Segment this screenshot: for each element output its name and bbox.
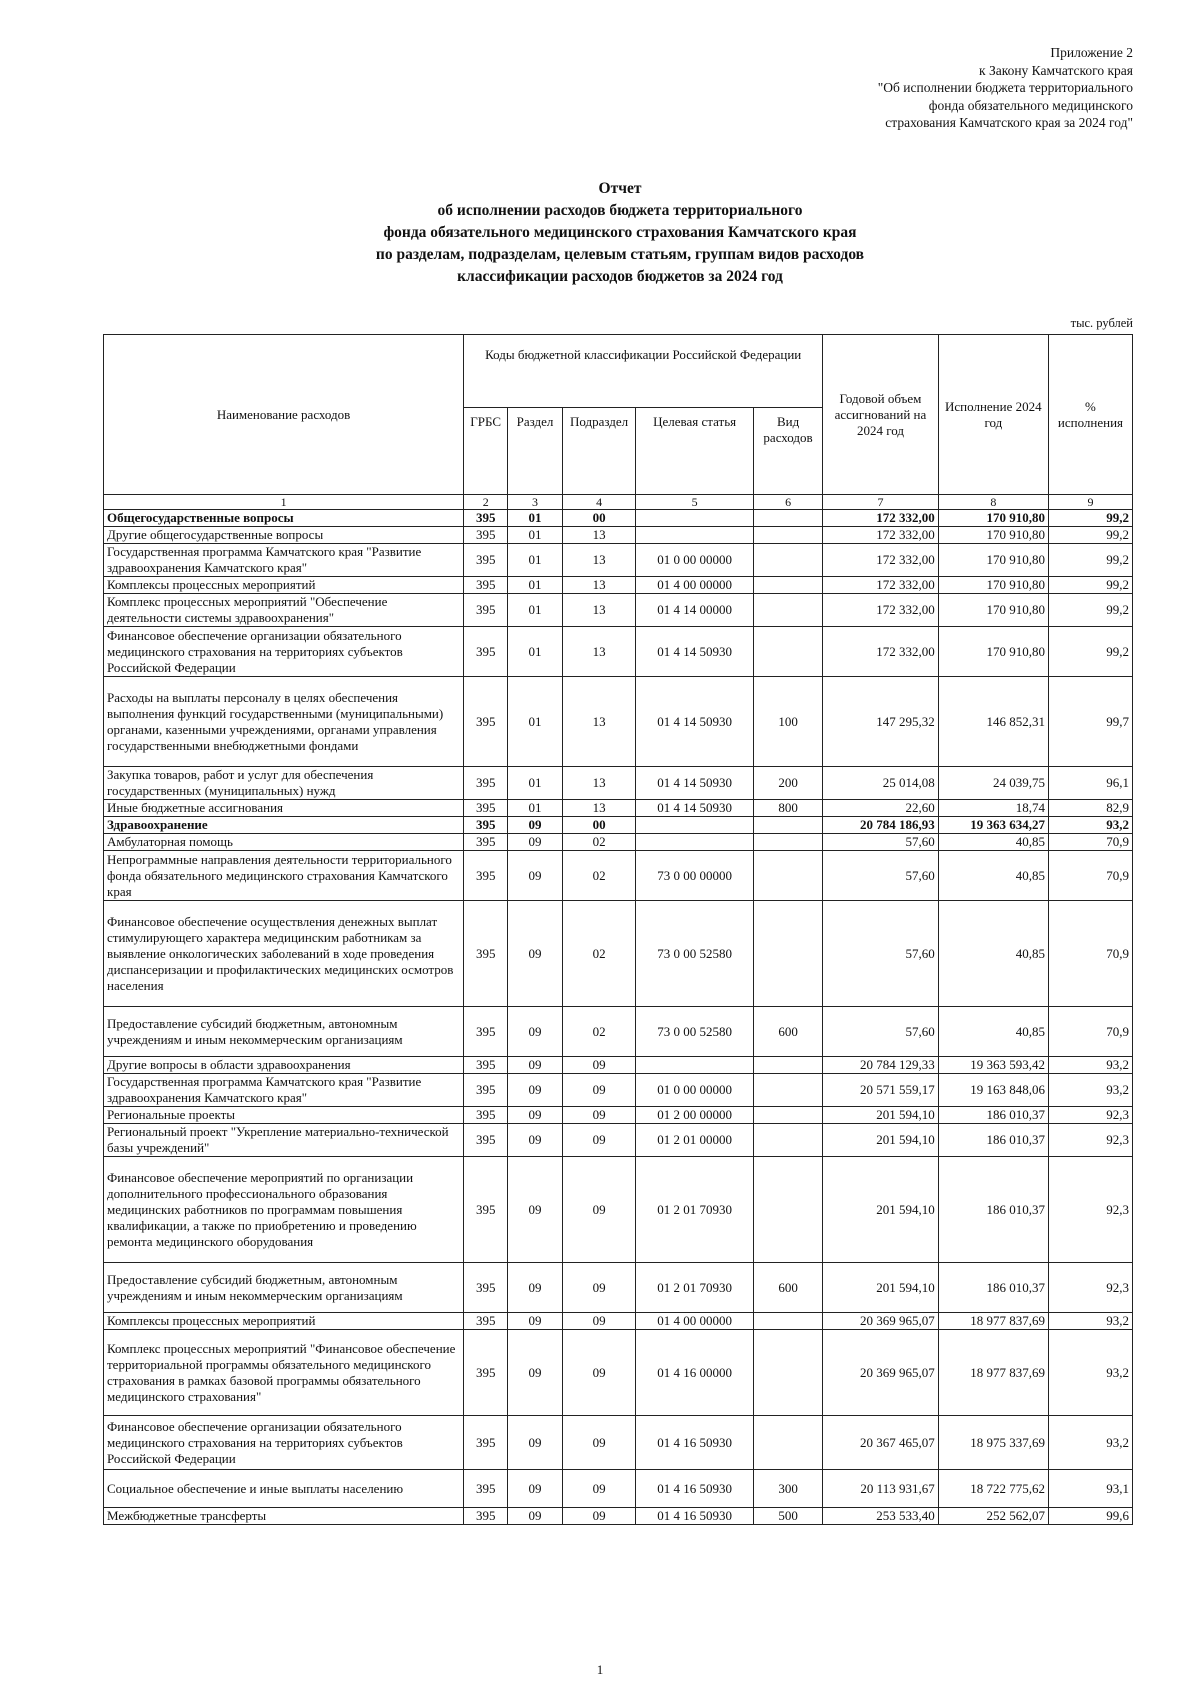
row-fact: 40,85 (938, 901, 1048, 1007)
row-fact: 40,85 (938, 851, 1048, 901)
row-podrazdel: 00 (562, 510, 635, 527)
row-razdel: 01 (508, 577, 563, 594)
row-fact: 18 722 775,62 (938, 1470, 1048, 1508)
row-vid (753, 1107, 822, 1124)
row-fact: 170 910,80 (938, 544, 1048, 577)
row-vid (753, 851, 822, 901)
row-razdel: 09 (508, 834, 563, 851)
row-plan: 20 571 559,17 (823, 1074, 938, 1107)
column-number: 6 (753, 495, 822, 510)
row-name: Финансовое обеспечение организации обязательного медицинского страхования на территориях субъектов Российской Федерации (104, 627, 464, 677)
row-fact: 170 910,80 (938, 510, 1048, 527)
row-vid (753, 1124, 822, 1157)
table-row (104, 1157, 1133, 1263)
row-plan: 20 113 931,67 (823, 1470, 938, 1508)
header-razdel: Раздел (508, 408, 563, 495)
column-number: 3 (508, 495, 563, 510)
row-target: 01 4 14 00000 (636, 594, 754, 627)
row-grbs: 395 (464, 817, 508, 834)
header-podrazdel: Подраздел (562, 408, 635, 495)
row-name: Финансовое обеспечение осуществления денежных выплат стимулирующего характера медицинским работникам за выявление онкологических заболеваний в ходе проведения диспансеризации и профилактических медицинских осмотров населения (104, 901, 464, 1007)
row-grbs: 395 (464, 1107, 508, 1124)
row-razdel: 01 (508, 800, 563, 817)
row-plan: 20 367 465,07 (823, 1416, 938, 1470)
row-podrazdel: 13 (562, 577, 635, 594)
row-razdel: 09 (508, 1470, 563, 1508)
table-row (104, 1470, 1133, 1508)
row-pct: 93,2 (1048, 1313, 1132, 1330)
page-number: 1 (596, 1662, 604, 1677)
row-name: Непрограммные направления деятельности территориального фонда обязательного медицинского страхования Камчатского края (104, 851, 464, 901)
row-grbs: 395 (464, 851, 508, 901)
row-grbs: 395 (464, 800, 508, 817)
row-podrazdel: 09 (562, 1124, 635, 1157)
header-vid: Вид расходов (753, 408, 822, 495)
row-target: 01 2 01 70930 (636, 1263, 754, 1313)
table-row (104, 527, 1133, 544)
row-grbs: 395 (464, 527, 508, 544)
row-vid (753, 1057, 822, 1074)
table-row (104, 901, 1133, 1007)
row-pct: 99,2 (1048, 527, 1132, 544)
row-name: Иные бюджетные ассигнования (104, 800, 464, 817)
row-name: Расходы на выплаты персоналу в целях обеспечения выполнения функций государственными (муниципальными) органами, казенными учреждениями, органами управления государственными внебюджетными фондами (104, 677, 464, 767)
table-row (104, 1313, 1133, 1330)
row-podrazdel: 13 (562, 800, 635, 817)
row-podrazdel: 02 (562, 851, 635, 901)
row-podrazdel: 02 (562, 901, 635, 1007)
row-pct: 93,2 (1048, 1416, 1132, 1470)
row-razdel: 09 (508, 851, 563, 901)
row-pct: 99,2 (1048, 627, 1132, 677)
row-pct: 93,2 (1048, 817, 1132, 834)
row-plan: 172 332,00 (823, 594, 938, 627)
row-name: Другие общегосударственные вопросы (104, 527, 464, 544)
row-podrazdel: 09 (562, 1074, 635, 1107)
row-fact: 18 977 837,69 (938, 1330, 1048, 1416)
row-name: Комплекс процессных мероприятий "Обеспечение деятельности системы здравоохранения" (104, 594, 464, 627)
row-plan: 57,60 (823, 901, 938, 1007)
row-plan: 172 332,00 (823, 577, 938, 594)
row-fact: 186 010,37 (938, 1107, 1048, 1124)
header-name: Наименование расходов (104, 335, 464, 495)
table-row (104, 1416, 1133, 1470)
header-pct: % исполнения (1048, 335, 1132, 495)
row-fact: 170 910,80 (938, 577, 1048, 594)
row-plan: 201 594,10 (823, 1263, 938, 1313)
row-podrazdel: 13 (562, 527, 635, 544)
row-razdel: 09 (508, 1057, 563, 1074)
table-row (104, 1107, 1133, 1124)
row-target (636, 510, 754, 527)
row-target: 01 4 14 50930 (636, 767, 754, 800)
row-plan: 172 332,00 (823, 544, 938, 577)
row-pct: 99,7 (1048, 677, 1132, 767)
column-number-row (104, 495, 1133, 510)
row-razdel: 09 (508, 1508, 563, 1525)
row-vid (753, 577, 822, 594)
row-razdel: 09 (508, 1107, 563, 1124)
row-fact: 18,74 (938, 800, 1048, 817)
row-fact: 186 010,37 (938, 1263, 1048, 1313)
row-podrazdel: 09 (562, 1330, 635, 1416)
row-plan: 201 594,10 (823, 1124, 938, 1157)
row-fact: 40,85 (938, 1007, 1048, 1057)
row-razdel: 09 (508, 1416, 563, 1470)
header-codes: Коды бюджетной классификации Российской Федерации (464, 335, 823, 408)
row-razdel: 09 (508, 1157, 563, 1263)
row-target (636, 1057, 754, 1074)
row-grbs: 395 (464, 1057, 508, 1074)
row-pct: 93,2 (1048, 1330, 1132, 1416)
table-row (104, 1508, 1133, 1525)
row-name: Финансовое обеспечение организации обязательного медицинского страхования на территориях субъектов Российской Федерации (104, 1416, 464, 1470)
row-target: 01 4 14 50930 (636, 627, 754, 677)
row-pct: 70,9 (1048, 1007, 1132, 1057)
row-grbs: 395 (464, 1007, 508, 1057)
row-podrazdel: 09 (562, 1508, 635, 1525)
row-razdel: 01 (508, 527, 563, 544)
row-name: Комплексы процессных мероприятий (104, 1313, 464, 1330)
row-pct: 70,9 (1048, 851, 1132, 901)
row-name: Предоставление субсидий бюджетным, автономным учреждениям и иным некоммерческим организациям (104, 1007, 464, 1057)
row-fact: 24 039,75 (938, 767, 1048, 800)
row-razdel: 09 (508, 1124, 563, 1157)
row-plan: 20 369 965,07 (823, 1313, 938, 1330)
row-vid (753, 1416, 822, 1470)
row-name: Региональные проекты (104, 1107, 464, 1124)
row-fact: 186 010,37 (938, 1157, 1048, 1263)
row-name: Другие вопросы в области здравоохранения (104, 1057, 464, 1074)
row-vid: 100 (753, 677, 822, 767)
row-pct: 93,1 (1048, 1470, 1132, 1508)
row-pct: 99,2 (1048, 594, 1132, 627)
row-vid (753, 1074, 822, 1107)
row-fact: 146 852,31 (938, 677, 1048, 767)
row-fact: 19 163 848,06 (938, 1074, 1048, 1107)
row-podrazdel: 13 (562, 767, 635, 800)
row-vid (753, 1313, 822, 1330)
row-vid: 600 (753, 1263, 822, 1313)
row-pct: 93,2 (1048, 1057, 1132, 1074)
row-pct: 99,2 (1048, 510, 1132, 527)
column-number: 8 (938, 495, 1048, 510)
table-row (104, 817, 1133, 834)
row-target (636, 527, 754, 544)
appendix-line: Приложение 2 (1050, 45, 1133, 60)
row-plan: 57,60 (823, 834, 938, 851)
row-name: Предоставление субсидий бюджетным, автономным учреждениям и иным некоммерческим организациям (104, 1263, 464, 1313)
row-grbs: 395 (464, 767, 508, 800)
row-plan: 201 594,10 (823, 1107, 938, 1124)
row-name: Государственная программа Камчатского края "Развитие здравоохранения Камчатского края" (104, 544, 464, 577)
row-podrazdel: 09 (562, 1470, 635, 1508)
appendix-line: к Закону Камчатского края (979, 62, 1133, 78)
appendix-line: страхования Камчатского края за 2024 год" (885, 115, 1133, 130)
column-number: 5 (636, 495, 754, 510)
title-line: об исполнении расходов бюджета территориального (437, 202, 803, 219)
row-plan: 57,60 (823, 851, 938, 901)
row-podrazdel: 13 (562, 627, 635, 677)
row-target: 01 0 00 00000 (636, 544, 754, 577)
table-row (104, 767, 1133, 800)
row-razdel: 09 (508, 1074, 563, 1107)
title-line: Отчет (598, 180, 642, 197)
row-fact: 252 562,07 (938, 1508, 1048, 1525)
row-vid: 600 (753, 1007, 822, 1057)
row-vid (753, 594, 822, 627)
row-name: Общегосударственные вопросы (104, 510, 464, 527)
table-row (104, 1057, 1133, 1074)
row-grbs: 395 (464, 627, 508, 677)
row-grbs: 395 (464, 1074, 508, 1107)
row-razdel: 01 (508, 627, 563, 677)
row-plan: 20 369 965,07 (823, 1330, 938, 1416)
table-row (104, 1263, 1133, 1313)
row-plan: 25 014,08 (823, 767, 938, 800)
row-pct: 93,2 (1048, 1074, 1132, 1107)
row-razdel: 01 (508, 767, 563, 800)
row-fact: 19 363 593,42 (938, 1057, 1048, 1074)
row-grbs: 395 (464, 544, 508, 577)
row-pct: 96,1 (1048, 767, 1132, 800)
row-vid (753, 1330, 822, 1416)
row-grbs: 395 (464, 1263, 508, 1313)
row-target: 01 4 16 50930 (636, 1508, 754, 1525)
row-podrazdel: 02 (562, 834, 635, 851)
row-target: 01 4 14 50930 (636, 677, 754, 767)
row-plan: 172 332,00 (823, 510, 938, 527)
row-podrazdel: 09 (562, 1313, 635, 1330)
row-target: 01 2 00 00000 (636, 1107, 754, 1124)
row-name: Государственная программа Камчатского края "Развитие здравоохранения Камчатского края" (104, 1074, 464, 1107)
table-row (104, 1330, 1133, 1416)
row-fact: 170 910,80 (938, 527, 1048, 544)
row-target: 73 0 00 52580 (636, 901, 754, 1007)
row-grbs: 395 (464, 1157, 508, 1263)
appendix-header (713, 44, 1133, 132)
table-row (104, 1007, 1133, 1057)
title-line: классификации расходов бюджетов за 2024 год (457, 268, 783, 285)
table-row (104, 1124, 1133, 1157)
row-plan: 20 784 129,33 (823, 1057, 938, 1074)
row-plan: 201 594,10 (823, 1157, 938, 1263)
title-line: фонда обязательного медицинского страхования Камчатского края (383, 224, 857, 241)
appendix-line: "Об исполнении бюджета территориального (877, 80, 1133, 95)
units-label: тыс. рублей (1070, 316, 1133, 330)
row-vid (753, 544, 822, 577)
row-name: Амбулаторная помощь (104, 834, 464, 851)
row-target: 01 4 16 50930 (636, 1470, 754, 1508)
row-target: 01 0 00 00000 (636, 1074, 754, 1107)
row-vid: 300 (753, 1470, 822, 1508)
title-line: по разделам, подразделам, целевым статьям, группам видов расходов (375, 246, 865, 263)
row-pct: 99,6 (1048, 1508, 1132, 1525)
row-pct: 92,3 (1048, 1263, 1132, 1313)
row-plan: 147 295,32 (823, 677, 938, 767)
row-podrazdel: 00 (562, 817, 635, 834)
row-vid (753, 510, 822, 527)
row-podrazdel: 09 (562, 1057, 635, 1074)
row-grbs: 395 (464, 594, 508, 627)
row-vid (753, 901, 822, 1007)
row-target: 01 4 00 00000 (636, 577, 754, 594)
row-fact: 19 363 634,27 (938, 817, 1048, 834)
expenses-table (103, 334, 1133, 1525)
row-podrazdel: 13 (562, 544, 635, 577)
row-grbs: 395 (464, 1330, 508, 1416)
column-number: 7 (823, 495, 938, 510)
row-name: Региональный проект "Укрепление материально-технической базы учреждений" (104, 1124, 464, 1157)
header-grbs: ГРБС (464, 408, 508, 495)
row-podrazdel: 02 (562, 1007, 635, 1057)
row-grbs: 395 (464, 1416, 508, 1470)
row-podrazdel: 09 (562, 1107, 635, 1124)
appendix-line: фонда обязательного медицинского (928, 97, 1133, 113)
row-name: Закупка товаров, работ и услуг для обеспечения государственных (муниципальных) нужд (104, 767, 464, 800)
row-plan: 253 533,40 (823, 1508, 938, 1525)
row-name: Межбюджетные трансферты (104, 1508, 464, 1525)
row-grbs: 395 (464, 1508, 508, 1525)
row-plan: 172 332,00 (823, 627, 938, 677)
row-grbs: 395 (464, 901, 508, 1007)
row-razdel: 09 (508, 901, 563, 1007)
row-grbs: 395 (464, 1470, 508, 1508)
table-row (104, 627, 1133, 677)
row-grbs: 395 (464, 1313, 508, 1330)
row-pct: 70,9 (1048, 901, 1132, 1007)
column-number: 9 (1048, 495, 1132, 510)
header-plan: Годовой объем ассигнований на 2024 год (823, 335, 938, 495)
row-razdel: 09 (508, 1313, 563, 1330)
table-row (104, 1074, 1133, 1107)
row-fact: 18 977 837,69 (938, 1313, 1048, 1330)
row-vid: 500 (753, 1508, 822, 1525)
row-razdel: 01 (508, 594, 563, 627)
row-razdel: 01 (508, 677, 563, 767)
row-podrazdel: 13 (562, 594, 635, 627)
row-target (636, 817, 754, 834)
row-pct: 82,9 (1048, 800, 1132, 817)
column-number: 2 (464, 495, 508, 510)
row-grbs: 395 (464, 1124, 508, 1157)
row-grbs: 395 (464, 834, 508, 851)
row-plan: 22,60 (823, 800, 938, 817)
table-row (104, 851, 1133, 901)
row-fact: 170 910,80 (938, 627, 1048, 677)
row-plan: 57,60 (823, 1007, 938, 1057)
table-row (104, 544, 1133, 577)
row-target: 01 4 14 50930 (636, 800, 754, 817)
column-number: 4 (562, 495, 635, 510)
row-vid: 800 (753, 800, 822, 817)
row-pct: 99,2 (1048, 577, 1132, 594)
row-vid (753, 527, 822, 544)
row-vid: 200 (753, 767, 822, 800)
row-razdel: 01 (508, 544, 563, 577)
row-name: Социальное обеспечение и иные выплаты населению (104, 1470, 464, 1508)
table-row (104, 510, 1133, 527)
row-grbs: 395 (464, 510, 508, 527)
column-number: 1 (104, 495, 464, 510)
row-podrazdel: 09 (562, 1416, 635, 1470)
row-razdel: 09 (508, 1263, 563, 1313)
row-name: Комплексы процессных мероприятий (104, 577, 464, 594)
row-plan: 20 784 186,93 (823, 817, 938, 834)
row-target: 01 4 00 00000 (636, 1313, 754, 1330)
row-podrazdel: 13 (562, 677, 635, 767)
row-fact: 186 010,37 (938, 1124, 1048, 1157)
row-plan: 172 332,00 (823, 527, 938, 544)
row-name: Комплекс процессных мероприятий "Финансовое обеспечение территориальной программы обязательного медицинского страхования в рамках базовой программы обязательного медицинского страхования" (104, 1330, 464, 1416)
row-grbs: 395 (464, 577, 508, 594)
row-vid (753, 1157, 822, 1263)
row-name: Финансовое обеспечение мероприятий по организации дополнительного профессионального образования медицинских работников по программам повышения квалификации, а также по приобретению и проведению ремонта медицинского оборудования (104, 1157, 464, 1263)
row-razdel: 09 (508, 1330, 563, 1416)
row-vid (753, 627, 822, 677)
row-vid (753, 834, 822, 851)
row-podrazdel: 09 (562, 1263, 635, 1313)
row-name: Здравоохранение (104, 817, 464, 834)
table-row (104, 834, 1133, 851)
row-pct: 92,3 (1048, 1157, 1132, 1263)
row-razdel: 09 (508, 817, 563, 834)
row-pct: 92,3 (1048, 1107, 1132, 1124)
row-target: 01 4 16 00000 (636, 1330, 754, 1416)
row-pct: 99,2 (1048, 544, 1132, 577)
row-target: 73 0 00 00000 (636, 851, 754, 901)
row-grbs: 395 (464, 677, 508, 767)
row-pct: 92,3 (1048, 1124, 1132, 1157)
row-fact: 18 975 337,69 (938, 1416, 1048, 1470)
row-target: 01 2 01 00000 (636, 1124, 754, 1157)
row-target: 01 4 16 50930 (636, 1416, 754, 1470)
table-row (104, 594, 1133, 627)
table-row (104, 677, 1133, 767)
row-podrazdel: 09 (562, 1157, 635, 1263)
row-razdel: 01 (508, 510, 563, 527)
row-pct: 70,9 (1048, 834, 1132, 851)
row-fact: 40,85 (938, 834, 1048, 851)
header-fact: Исполнение 2024 год (938, 335, 1048, 495)
table-row (104, 577, 1133, 594)
row-razdel: 09 (508, 1007, 563, 1057)
report-title (80, 178, 1160, 288)
row-fact: 170 910,80 (938, 594, 1048, 627)
row-target: 73 0 00 52580 (636, 1007, 754, 1057)
row-vid (753, 817, 822, 834)
header-target: Целевая статья (636, 408, 754, 495)
row-target: 01 2 01 70930 (636, 1157, 754, 1263)
table-row (104, 800, 1133, 817)
row-target (636, 834, 754, 851)
